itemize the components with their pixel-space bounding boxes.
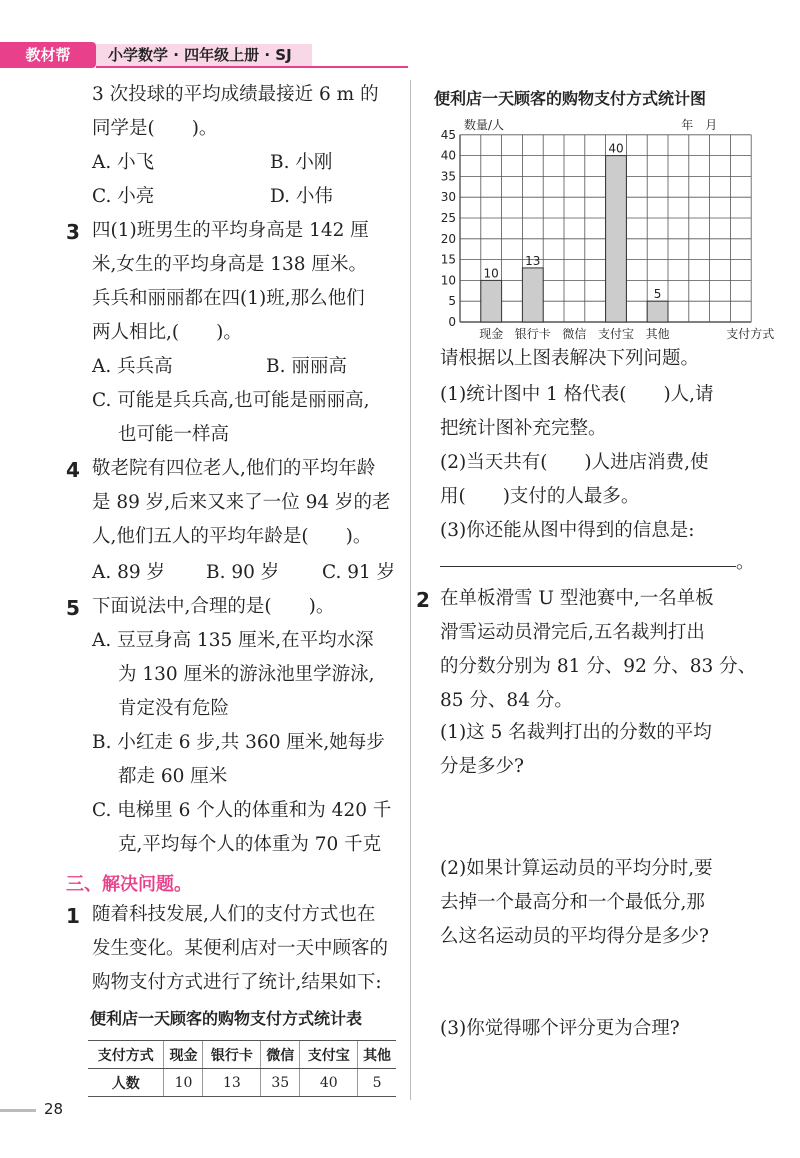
q5-option-a-cont: 为 130 厘米的游泳池里学游泳, [118,664,375,685]
y-tick-label: 25 [440,211,456,225]
header-rule [96,66,408,68]
book-brand-tag: 教材帮 [0,42,96,68]
q3-option-a: A. 兵兵高 [92,356,173,377]
date-label: 年 月 [681,117,718,132]
q4-option-c: C. 91 岁 [322,562,396,583]
table-header-cell: 支付方式 [88,1041,164,1069]
q4-option-a: A. 89 岁 [92,562,166,583]
q2-option-c: C. 小亮 [92,186,155,207]
q3-option-c-cont: 也可能一样高 [118,424,230,445]
question-number: 4 [66,458,80,482]
p2-sub2-cont: 么这名运动员的平均得分是多少? [440,926,709,947]
q5-option-b: B. 小红走 6 步,共 360 厘米,她每步 [92,732,385,753]
p1-intro: 请根据以上图表解决下列问题。 [440,348,700,369]
problem-number: 2 [416,588,430,612]
p1-q3: (3)你还能从图中得到的信息是: [440,520,695,541]
table-cell: 13 [203,1069,261,1097]
q4-line: 敬老院有四位老人,他们的平均年龄 [92,458,376,479]
table-cell: 40 [300,1069,358,1097]
question-number: 5 [66,596,80,620]
table-header-cell: 银行卡 [203,1041,261,1069]
bar [522,268,543,322]
q5-option-a: A. 豆豆身高 135 厘米,在平均水深 [92,630,374,651]
p2-sub2: (2)如果计算运动员的平均分时,要 [440,858,713,879]
p2-line: 的分数分别为 81 分、92 分、83 分、 [440,656,757,677]
p1-line: 随着科技发展,人们的支付方式也在 [92,904,376,925]
q5-option-c-cont: 克,平均每个人的体重为 70 千克 [118,834,382,855]
bar-chart [420,110,775,350]
bar [606,156,627,322]
y-tick-label: 35 [440,169,456,184]
p2-line: 85 分、84 分。 [440,690,573,711]
x-axis-label: 支付方式 [726,327,775,341]
p1-q1-cont: 把统计图补充完整。 [440,418,607,439]
table-cell: 5 [358,1069,396,1097]
q3-option-b: B. 丽丽高 [266,356,347,377]
answer-end-mark: 。 [736,552,755,573]
q3-option-c: C. 可能是兵兵高,也可能是丽丽高, [92,390,370,411]
q4-option-b: B. 90 岁 [206,562,280,583]
chart-caption: 便利店一天顾客的购物支付方式统计图 [434,89,707,108]
table-header-cell: 其他 [358,1041,396,1069]
p1-line: 购物支付方式进行了统计,结果如下: [92,972,382,993]
y-tick-label: 10 [440,273,456,288]
y-axis-label: 数量/人 [464,117,505,132]
q3-line: 四(1)班男生的平均身高是 142 厘 [92,220,369,241]
y-tick-label: 40 [440,148,456,163]
table-header-cell: 现金 [164,1041,203,1069]
bar [647,301,668,322]
answer-blank-line[interactable] [440,566,736,567]
y-tick-label: 0 [448,315,456,329]
table-header-cell: 微信 [261,1041,300,1069]
y-tick-label: 30 [440,190,456,205]
q4-line: 人,他们五人的平均年龄是( )。 [92,526,372,547]
q5-option-a-cont: 肯定没有危险 [118,698,230,719]
table-header-cell: 支付宝 [300,1041,358,1069]
x-tick-label: 其他 [645,327,670,341]
page-number: 28 [44,1100,64,1118]
page-number-bar [0,1109,36,1112]
q5-option-b-cont: 都走 60 厘米 [118,766,228,787]
y-tick-label: 15 [440,252,456,267]
q2-line: 3 次投球的平均成绩最接近 6 m 的 [92,84,379,105]
x-tick-label: 支付宝 [597,327,635,341]
data-label: 5 [653,287,662,302]
q2-option-d: D. 小伟 [270,186,333,207]
p1-line: 发生变化。某便利店对一天中顾客的 [92,938,389,959]
problem-number: 1 [66,904,80,928]
q2-option-b: B. 小刚 [270,152,333,173]
x-tick-label: 现金 [479,327,504,341]
p2-line: 滑雪运动员滑完后,五名裁判打出 [440,622,705,643]
q5-option-c: C. 电梯里 6 个人的体重和为 420 千 [92,800,392,821]
table-row [88,1069,396,1097]
p2-sub2-cont: 去掉一个最高分和一个最低分,那 [440,892,705,913]
column-divider [410,80,411,1100]
p2-sub1-cont: 分是多少? [440,756,524,777]
q4-line: 是 89 岁,后来又来了一位 94 岁的老 [92,492,391,513]
y-tick-label: 20 [440,231,456,246]
p1-q1: (1)统计图中 1 格代表( )人,请 [440,384,714,405]
q3-line: 米,女生的平均身高是 138 厘米。 [92,254,367,275]
data-label: 10 [483,266,499,281]
q3-line: 兵兵和丽丽都在四(1)班,那么他们 [92,288,365,309]
table-cell: 人数 [88,1069,164,1097]
y-tick-label: 45 [440,127,456,142]
data-label: 13 [525,253,541,268]
p1-q2-cont: 用( )支付的人最多。 [440,486,640,507]
table-cell: 10 [164,1069,203,1097]
section-heading: 三、解决问题。 [66,874,192,895]
statistics-table [88,1040,396,1097]
p2-line: 在单板滑雪 U 型池赛中,一名单板 [440,588,714,609]
q2-line: 同学是( )。 [92,118,218,139]
table-cell: 35 [261,1069,300,1097]
x-tick-label: 银行卡 [514,327,551,341]
q5-stem: 下面说法中,合理的是( )。 [92,596,335,617]
table-header-row [88,1041,396,1069]
question-number: 3 [66,220,80,244]
table-caption: 便利店一天顾客的购物支付方式统计表 [90,1009,363,1028]
p2-sub3: (3)你觉得哪个评分更为合理? [440,1018,680,1039]
bar [481,280,502,322]
y-tick-label: 5 [448,294,456,309]
q2-option-a: A. 小飞 [92,152,155,173]
q3-line: 两人相比,( )。 [92,322,242,343]
p2-sub1: (1)这 5 名裁判打出的分数的平均 [440,722,712,743]
data-label: 40 [608,141,624,156]
book-title: 小学数学 · 四年级上册 · SJ [108,46,292,64]
x-tick-label: 微信 [562,327,587,341]
p1-q2: (2)当天共有( )人进店消费,使 [440,452,709,473]
